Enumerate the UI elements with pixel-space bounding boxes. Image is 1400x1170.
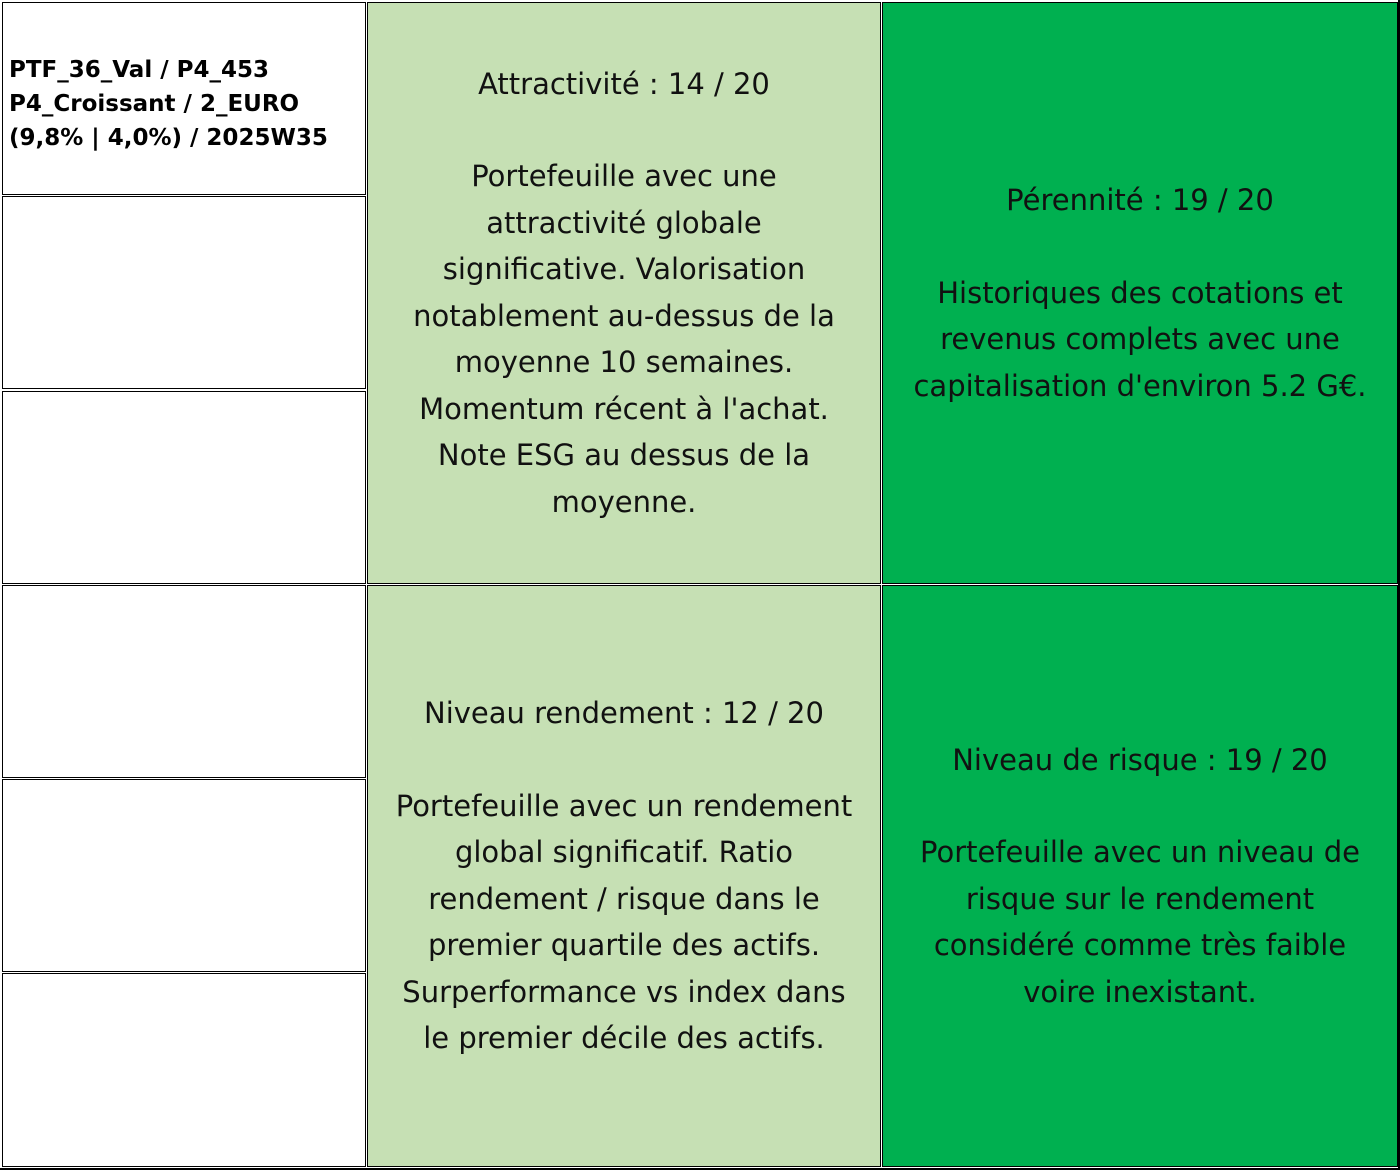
portfolio-line-3: (9,8% | 4,0%) / 2025W35: [9, 125, 328, 151]
portfolio-title: [3, 3, 365, 155]
rendement-line: Surperformance vs index dans: [402, 974, 846, 1009]
attractivite-line: Note ESG au dessus de la: [437, 438, 811, 473]
rendement-line: rendement / risque dans le: [428, 881, 820, 916]
perennite-panel: [882, 2, 1398, 584]
attractivite-score: Attractivité : 14 / 20: [478, 66, 770, 101]
risque-line: risque sur le rendement: [965, 881, 1315, 916]
rendement-line: Portefeuille avec un rendement: [395, 788, 853, 823]
attractivite-line: Portefeuille avec une: [471, 159, 777, 194]
empty-cell: [2, 196, 366, 389]
risque-line: voire inexistant.: [1023, 974, 1257, 1009]
rendement-line: global significatif. Ratio: [454, 835, 794, 870]
attractivite-line: notablement au-dessus de la: [413, 298, 835, 333]
risque-line: considéré comme très faible: [933, 928, 1347, 963]
rendement-description: [396, 783, 853, 1062]
empty-cell: [2, 585, 366, 778]
rendement-panel: [367, 585, 881, 1167]
attractivite-description: [413, 153, 835, 525]
rendement-line: premier quartile des actifs.: [427, 928, 821, 963]
perennite-line: capitalisation d'environ 5.2 G€.: [913, 368, 1367, 403]
perennite-description: [913, 270, 1366, 410]
attractivite-line: moyenne.: [551, 484, 697, 519]
risque-panel: [882, 585, 1398, 1167]
portfolio-line-1: PTF_36_Val / P4_453: [9, 57, 269, 83]
portfolio-line-2: P4_Croissant / 2_EURO: [9, 91, 300, 117]
empty-cell: [2, 391, 366, 584]
attractivite-line: Momentum récent à l'achat.: [419, 391, 829, 426]
empty-cell: [2, 973, 366, 1167]
rendement-line: le premier décile des actifs.: [423, 1021, 825, 1056]
risque-line: Portefeuille avec un niveau de: [920, 835, 1360, 870]
perennite-score: Pérennité : 19 / 20: [1006, 183, 1274, 217]
empty-cell: [2, 779, 366, 972]
portfolio-title-cell: [2, 2, 366, 195]
rendement-score: Niveau rendement : 12 / 20: [424, 696, 824, 731]
risque-description: [920, 829, 1360, 1015]
perennite-line: revenus complets avec une: [940, 322, 1340, 356]
risque-score: Niveau de risque : 19 / 20: [952, 742, 1328, 777]
attractivite-line: significative. Valorisation: [442, 252, 806, 287]
attractivite-line: moyenne 10 semaines.: [454, 345, 794, 380]
attractivite-line: attractivité globale: [486, 205, 762, 240]
attractivite-panel: [367, 2, 881, 584]
perennite-line: Historiques des cotations et: [937, 275, 1343, 310]
